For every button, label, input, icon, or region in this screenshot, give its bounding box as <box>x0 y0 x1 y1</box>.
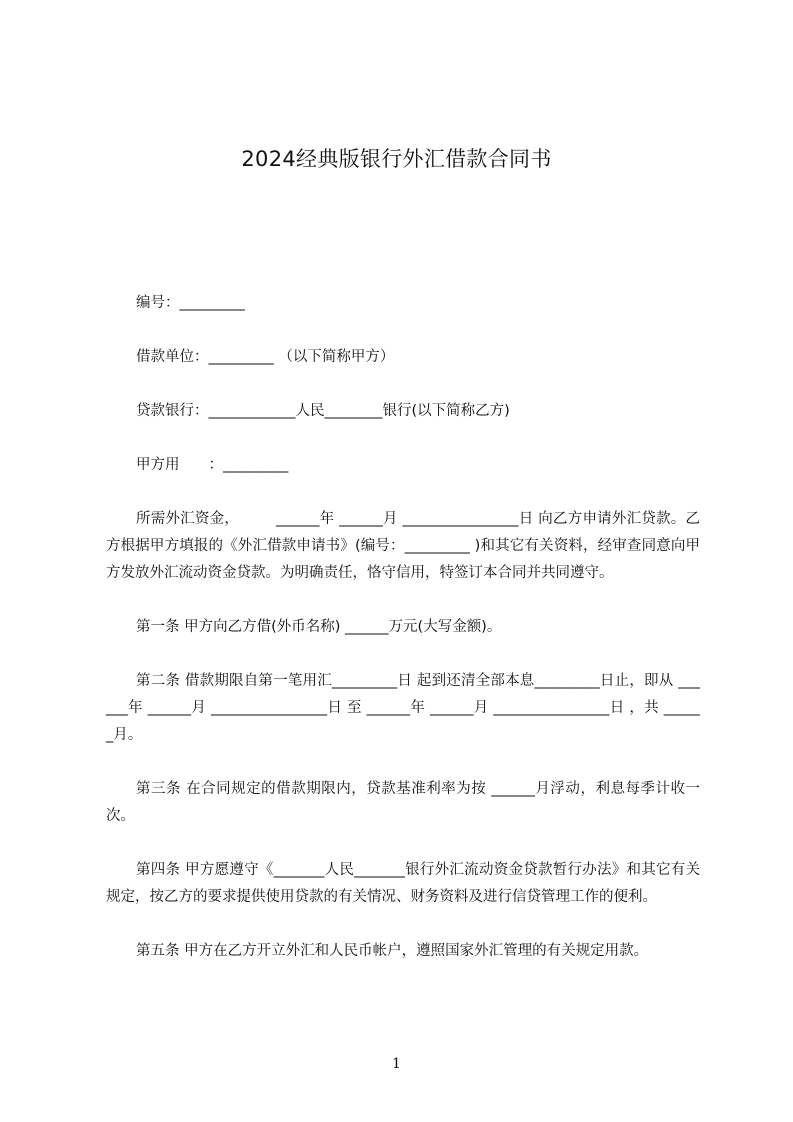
article-2: 第二条 借款期限自第一笔用汇_________日 起到还清全部本息_________日止，即从 ______年 ______月 ________________日 至 ______年 ______月 ________________日 ，共 ______月。 <box>106 673 700 743</box>
article-4: 第四条 甲方愿遵守《_______人民_______银行外汇流动资金贷款暂行办法》和其它有关规定，按乙方的要求提供使用贷款的有关情况、财务资料及进行信贷管理工作的便利。 <box>106 862 700 905</box>
intro-paragraph: 所需外汇资金， ______年 ______月 ________________日 向乙方申请外汇贷款。乙方根据甲方填报的《外汇借款申请书》(编号：_________ )和其它有关资料，经审查同意向甲方发放外汇流动资金贷款。为明确责任，恪守信用，特签订本合同并共同遵守。 <box>106 511 700 581</box>
contract-number-line: 编号：_________ <box>136 295 245 311</box>
party-a-use-line: 甲方用 ：_________ <box>136 457 289 473</box>
article-5: 第五条 甲方在乙方开立外汇和人民币帐户，遵照国家外汇管理的有关规定用款。 <box>136 943 649 959</box>
article-3: 第三条 在合同规定的借款期限内，贷款基准利率为按 ______月浮动，利息每季计收一次。 <box>106 781 700 824</box>
borrower-line: 借款单位：_________ （以下简称甲方） <box>136 349 395 365</box>
lender-line: 贷款银行：____________人民________银行(以下简称乙方) <box>136 403 510 419</box>
article-1: 第一条 甲方向乙方借(外币名称) ______万元(大写金额)。 <box>136 619 502 635</box>
document-body <box>106 290 700 965</box>
page-number: 1 <box>392 1056 401 1072</box>
document-title: 2024经典版银行外汇借款合同书 <box>241 147 552 171</box>
